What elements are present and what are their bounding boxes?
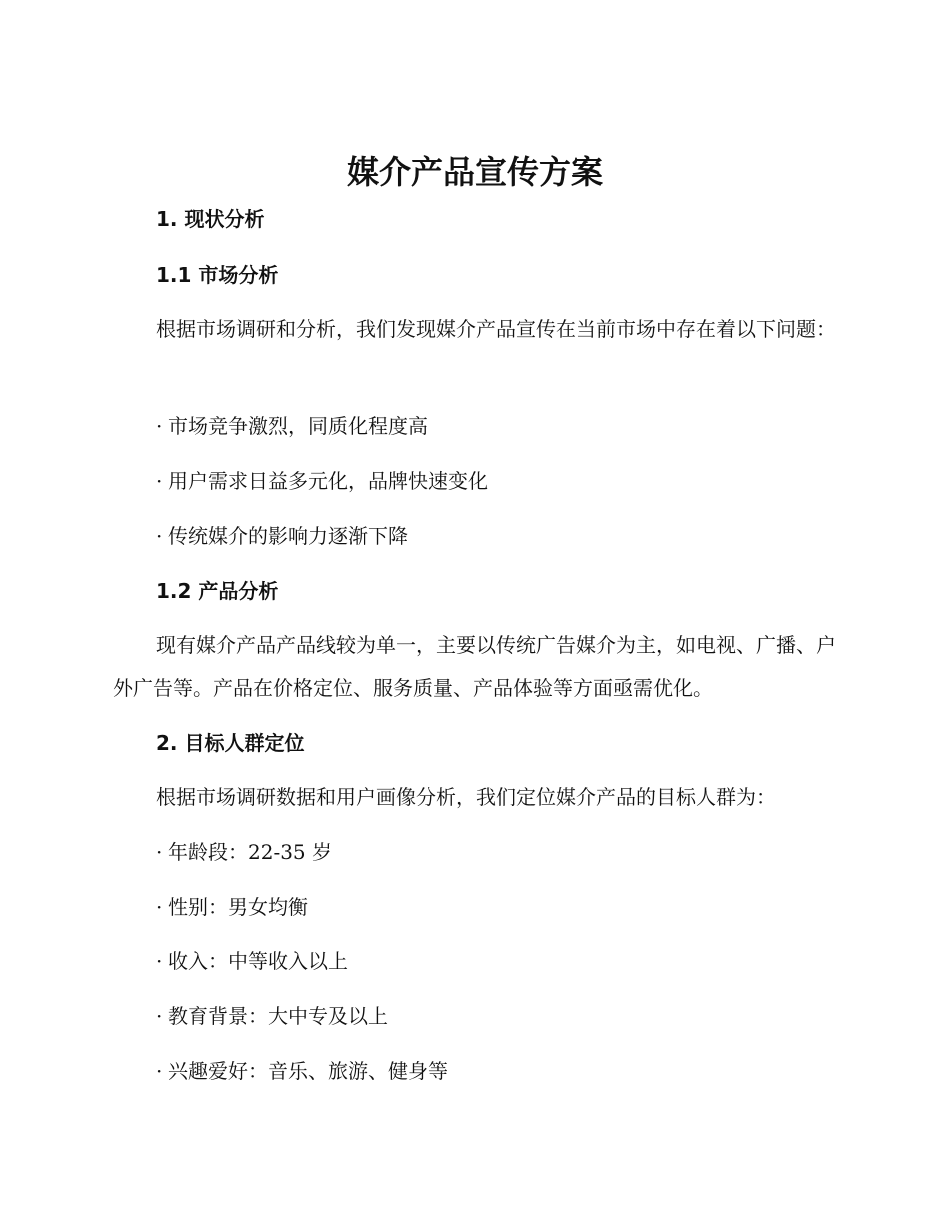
list-item <box>156 892 308 922</box>
list-item <box>156 521 408 551</box>
section-heading-status: 1. 现状分析 <box>156 207 265 231</box>
list-item <box>156 411 428 441</box>
bullet: · <box>156 1059 163 1083</box>
document-title: 媒介产品宣传方案 <box>346 153 603 191</box>
list-item-text: 市场竞争激烈，同质化程度高 <box>168 414 428 438</box>
list-item-text: 收入：中等收入以上 <box>168 949 348 973</box>
list-item-text: 年龄段：22-35 岁 <box>168 840 333 864</box>
bullet: · <box>156 414 163 438</box>
list-item <box>156 1001 388 1031</box>
subsection-heading-product: 1.2 产品分析 <box>156 579 279 603</box>
bullet: · <box>156 469 163 493</box>
bullet: · <box>156 949 163 973</box>
list-item <box>156 466 488 496</box>
bullet: · <box>156 840 163 864</box>
subsection-heading-market: 1.1 市场分析 <box>156 263 279 287</box>
bullet: · <box>156 895 163 919</box>
list-item <box>156 946 348 976</box>
target-intro-paragraph: 根据市场调研数据和用户画像分析，我们定位媒介产品的目标人群为： <box>156 785 776 809</box>
list-item-text: 用户需求日益多元化，品牌快速变化 <box>168 469 488 493</box>
section-heading-target: 2. 目标人群定位 <box>156 731 305 755</box>
product-analysis-paragraph: 现有媒介产品产品线较为单一，主要以传统广告媒介为主，如电视、广播、户外广告等。产品在价格定位、服务质量、产品体验等方面亟需优化。 <box>113 633 836 700</box>
bullet: · <box>156 524 163 548</box>
bullet: · <box>156 1004 163 1028</box>
market-analysis-paragraph: 根据市场调研和分析，我们发现媒介产品宣传在当前市场中存在着以下问题： <box>156 317 836 341</box>
list-item <box>156 837 332 867</box>
list-item <box>156 1056 448 1086</box>
list-item-text: 教育背景：大中专及以上 <box>168 1004 388 1028</box>
list-item-text: 传统媒介的影响力逐渐下降 <box>168 524 408 548</box>
list-item-text: 兴趣爱好：音乐、旅游、健身等 <box>168 1059 448 1083</box>
list-item-text: 性别：男女均衡 <box>168 895 308 919</box>
